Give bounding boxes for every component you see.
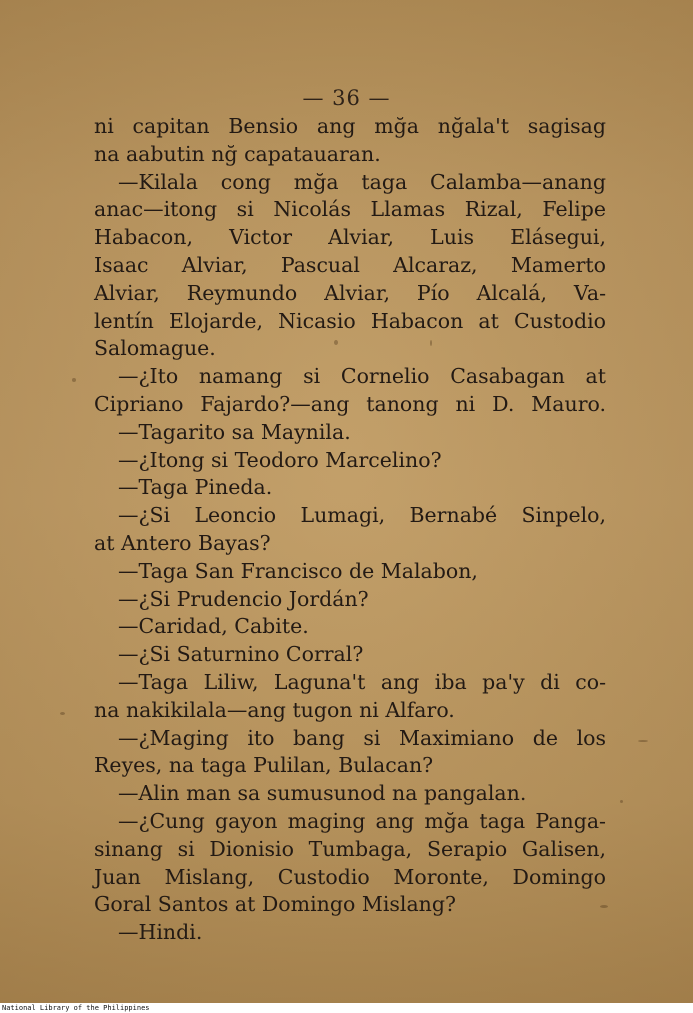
text-line: —¿Ito namang si Cornelio Casabagan at [118, 364, 606, 389]
text-line: Alviar, Reymundo Alviar, Pío Alcalá, Va- [94, 280, 606, 305]
text-line: —¿Si Leoncio Lumagi, Bernabé Sinpelo, [118, 503, 606, 528]
text-line: Reyes, na taga Pulilan, Bulacan? [94, 753, 434, 778]
text-line: at Antero Bayas? [94, 530, 271, 555]
text-line: —Tagarito sa Maynila. [118, 419, 351, 444]
text-line: —Taga San Francisco de Malabon, [118, 558, 478, 583]
text-line: —¿Maging ito bang si Maximiano de los [118, 725, 606, 750]
text-line: —Taga Pineda. [118, 475, 273, 500]
text-line: Goral Santos at Domingo Mislang? [94, 892, 456, 917]
text-line: —¿Itong si Teodoro Marcelino? [118, 447, 442, 472]
text-line: —Alin man sa sumusunod na pangalan. [118, 781, 527, 806]
text-line: Isaac Alviar, Pascual Alcaraz, Mamerto [94, 252, 606, 277]
text-line: anac—itong si Nicolás Llamas Rizal, Felipe [94, 197, 606, 222]
text-line: sinang si Dionisio Tumbaga, Serapio Galisen, [94, 836, 606, 861]
footer-credit: National Library of the Philippines [0, 1004, 693, 1013]
text-line: na aabutin nğ capatauaran. [94, 141, 381, 166]
text-line: —¿Cung gayon maging ang mğa taga Panga- [118, 808, 606, 833]
page-body-text [94, 113, 606, 947]
text-line: lentín Elojarde, Nicasio Habacon at Custodio [94, 308, 606, 333]
text-line: Salomague. [94, 336, 216, 361]
text-line: —Caridad, Cabite. [118, 614, 309, 639]
paper-speck [72, 378, 76, 382]
text-line: —Hindi. [118, 920, 203, 945]
text-line: ni capitan Bensio ang mğa nğala't sagisag [94, 114, 606, 138]
page-number: — 36 — [302, 86, 391, 110]
text-line: —¿Si Saturnino Corral? [118, 642, 364, 667]
paper-speck [60, 712, 65, 715]
text-line: Cipriano Fajardo?—ang tanong ni D. Mauro. [94, 391, 606, 416]
text-line: na nakikilala—ang tugon ni Alfaro. [94, 697, 455, 722]
text-line: Juan Mislang, Custodio Moronte, Domingo [94, 864, 606, 889]
paper-speck [620, 800, 623, 803]
text-line: —Taga Liliw, Laguna't ang iba pa'y di co- [118, 669, 606, 694]
paper-speck [638, 740, 648, 742]
text-line: —Kilala cong mğa taga Calamba—anang [118, 169, 606, 194]
text-line: Habacon, Victor Alviar, Luis Elásegui, [94, 225, 606, 250]
text-line: —¿Si Prudencio Jordán? [118, 586, 369, 611]
